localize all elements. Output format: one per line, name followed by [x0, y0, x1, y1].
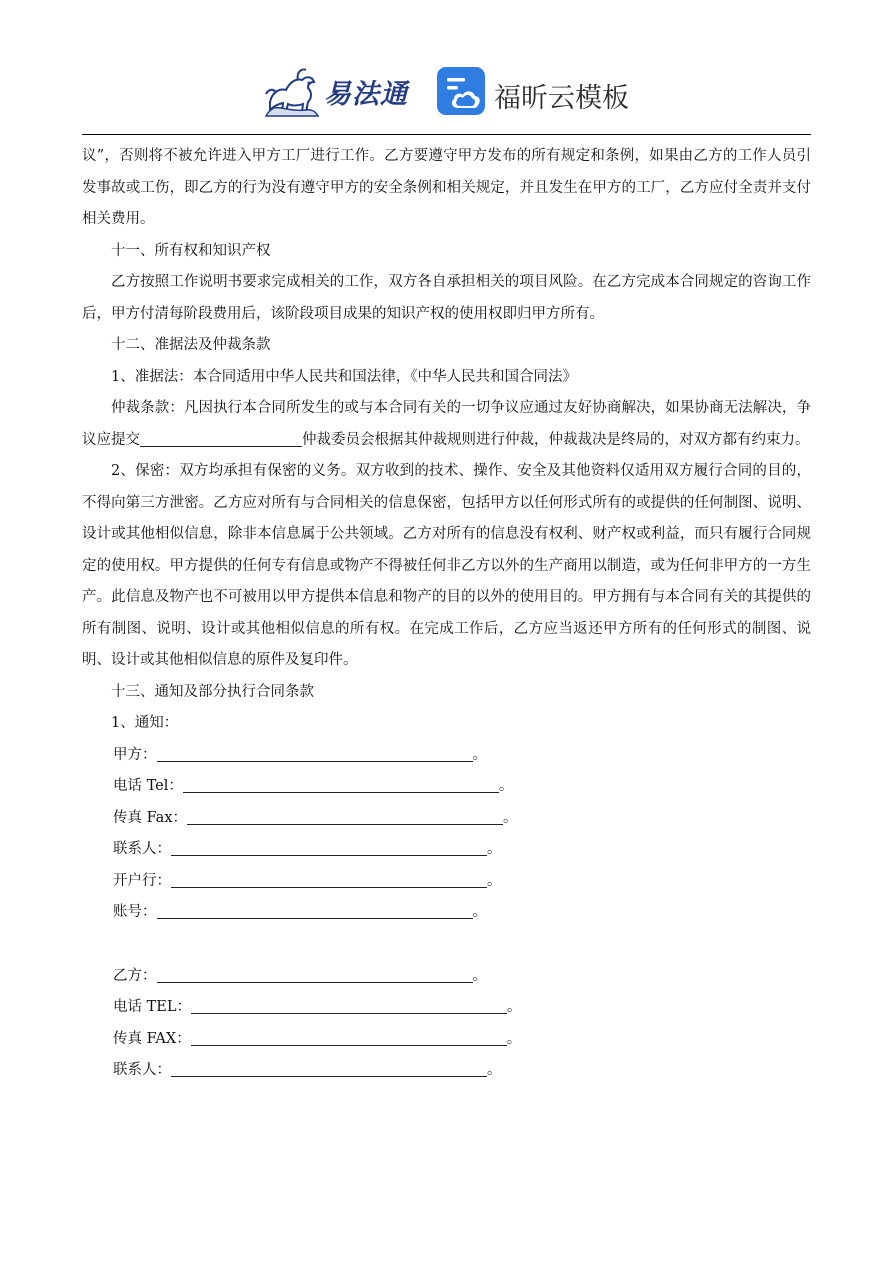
party-b-tel-blank[interactable]: [191, 998, 507, 1014]
cloud-document-icon: [436, 66, 486, 116]
party-a-contact-label: 联系人：: [113, 841, 171, 857]
paragraph-ip: 乙方按照工作说明书要求完成相关的工作，双方各自承担相关的项目风险。在乙方完成本合同规定的咨询工作后，甲方付清每阶段费用后，该阶段项目成果的知识产权的使用权即归甲方所有。: [82, 274, 811, 322]
qilin-emblem-icon: [262, 62, 322, 118]
party-b-name-label: 乙方：: [113, 967, 157, 984]
paragraph-confidentiality: 2、保密：双方均承担有保密的义务。双方收到的技术、操作、安全及其他资料仅适用双方履行合同的目的，不得向第三方泄密。乙方应对所有与合同相关的信息保密，包括甲方以任何形式所有的或提供的任何制图、说明、设计或其他相似信息，除非本信息属于公共领域。乙方对所有的信息没有权利、财产权或利益，而只有履行合同规定的使用权。甲方提供的任何专有信息或物产不得被任何非乙方以外的生产商用以制造，或为任何非甲方的一方生产。此信息及物产也不可被用以甲方提供本信息和物产的目的以外的使用目的。甲方拥有与本合同有关的其提供的所有制图、说明、设计或其他相似信息的所有权。在完成工作后，乙方应当返还甲方所有的任何形式的制图、说明、设计或其他相似信息的原件及复印件。: [82, 463, 811, 668]
contract-body: [82, 141, 811, 1087]
arbitration-blank[interactable]: [140, 431, 302, 447]
party-a-name-label: 甲方：: [113, 746, 157, 763]
end-mark: 。: [472, 967, 487, 984]
party-b-tel-row: [82, 992, 811, 1024]
end-mark: 。: [472, 746, 487, 763]
end-mark: 。: [503, 809, 518, 826]
party-a-tel-label: 电话 Tel：: [113, 778, 183, 794]
yifatong-logo-text: 易法通: [324, 79, 408, 110]
section-heading-ip: 十一、所有权和知识产权: [111, 242, 271, 259]
paragraph-safety-continued: 议”，否则将不被允许进入甲方工厂进行工作。乙方要遵守甲方发布的所有规定和条例，如果由乙方的工作人员引发事故或工伤，即乙方的行为没有遵守甲方的安全条例和相关规定，并且发生在甲方的工厂，乙方应付全责并支付相关费用。: [82, 148, 811, 227]
party-b-fax-row: [82, 1024, 811, 1056]
party-a-account-blank[interactable]: [157, 903, 473, 919]
party-b-contact-blank[interactable]: [171, 1061, 487, 1077]
end-mark: 。: [498, 778, 514, 794]
party-a-tel-blank[interactable]: [183, 777, 499, 793]
party-a-account-label: 账号：: [113, 904, 157, 920]
page-header: [0, 58, 893, 122]
section-heading-notice: 十三、通知及部分执行合同条款: [111, 683, 314, 700]
paragraph-governing-law: 1、准据法：本合同适用中华人民共和国法律，《中华人民共和国合同法》: [111, 368, 577, 385]
party-a-bank-blank[interactable]: [171, 872, 487, 888]
arbitration-text-a: 仲裁条款：凡因执行本合同所发生的或与本合同有关的一切争议应通过友好协商解决，如果协商无法解决，争议应提交: [82, 400, 811, 448]
party-a-fax-label: 传真 Fax：: [113, 809, 188, 826]
foxit-template-logo-text: 福昕云模板: [494, 83, 629, 114]
foxit-template-logo: [436, 64, 636, 120]
party-b-tel-label: 电话 TEL：: [113, 999, 191, 1015]
party-b-fax-blank[interactable]: [191, 1030, 507, 1046]
spacer: [82, 929, 811, 961]
party-a-name-blank[interactable]: [157, 746, 473, 762]
end-mark: 。: [472, 904, 487, 920]
party-b-name-blank[interactable]: [157, 967, 473, 983]
party-a-bank-label: 开户行：: [113, 872, 171, 889]
notice-label: 1、通知：: [111, 715, 179, 731]
party-b-contact-row: [82, 1055, 811, 1087]
party-b-fax-label: 传真 FAX：: [113, 1030, 191, 1047]
party-a-contact-blank[interactable]: [171, 840, 487, 856]
end-mark: 。: [506, 1030, 522, 1047]
yifatong-logo: [262, 62, 414, 118]
paragraph-arbitration: [82, 393, 811, 456]
party-b-contact-label: 联系人：: [113, 1062, 171, 1078]
end-mark: 。: [487, 841, 502, 857]
arbitration-text-b: 仲裁委员会根据其仲裁规则进行仲裁，仲裁裁决是终局的，对双方都有约束力。: [302, 431, 810, 448]
section-heading-law: 十二、准据法及仲裁条款: [111, 337, 271, 353]
end-mark: 。: [507, 999, 522, 1015]
party-a-name-row: [82, 740, 811, 772]
end-mark: 。: [487, 1062, 502, 1078]
party-a-contact-row: [82, 834, 811, 866]
party-a-bank-row: [82, 866, 811, 898]
party-a-fax-blank[interactable]: [187, 809, 503, 825]
party-a-tel-row: [82, 771, 811, 803]
header-divider: [82, 134, 811, 135]
party-a-account-row: [82, 897, 811, 929]
party-a-fax-row: [82, 803, 811, 835]
party-b-name-row: [82, 961, 811, 993]
end-mark: 。: [487, 872, 502, 889]
